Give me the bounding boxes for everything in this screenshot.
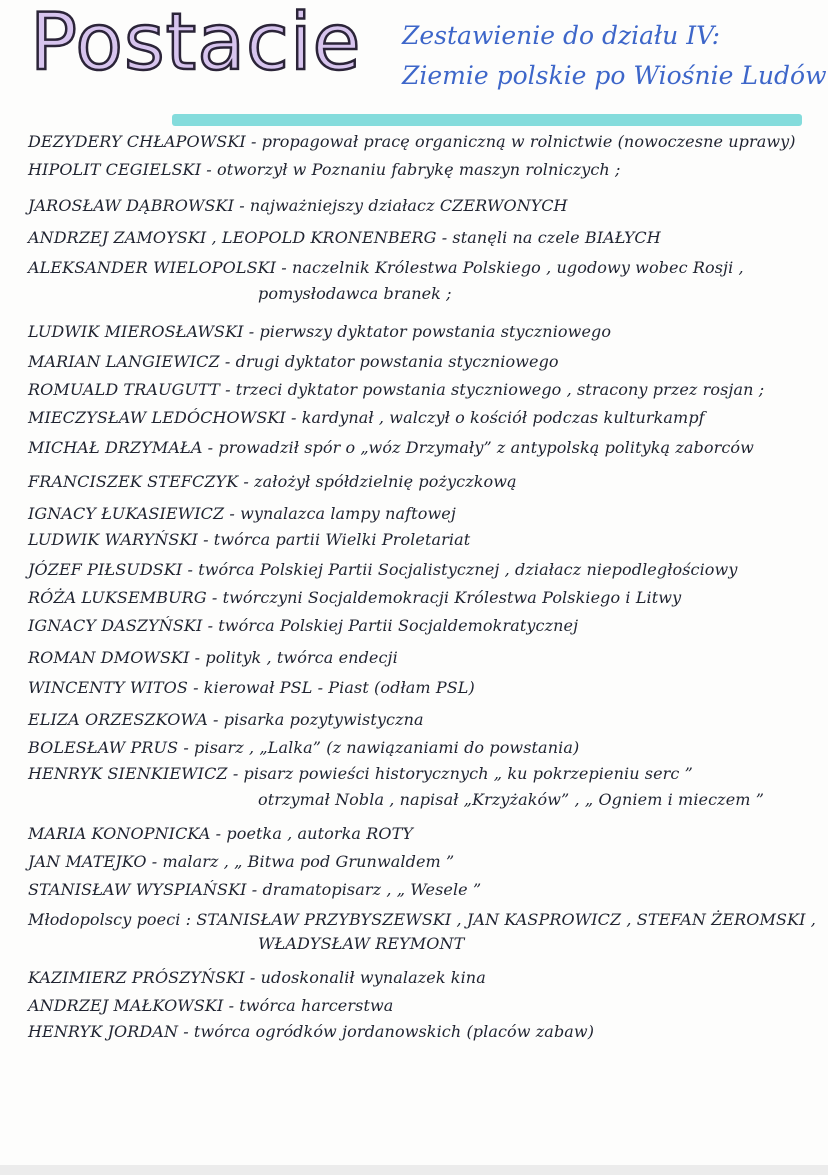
list-item-continuation: otrzymał Nobla , napisał „Krzyżaków” , „ Ogniem i mieczem ” — [258, 790, 765, 809]
list-item: DEZYDERY CHŁAPOWSKI - propagował pracę organiczną w rolnictwie (nowoczesne uprawy) — [28, 132, 796, 151]
list-item: MIECZYSŁAW LEDÓCHOWSKI - kardynał , walczył o kościół podczas kulturkampf — [28, 408, 705, 427]
list-item: RÓŻA LUKSEMBURG - twórczyni Socjaldemokracji Królestwa Polskiego i Litwy — [28, 588, 682, 607]
list-item: STANISŁAW WYSPIAŃSKI - dramatopisarz , „ Wesele ” — [28, 880, 482, 899]
list-item: LUDWIK WARYŃSKI - twórca partii Wielki Proletariat — [28, 530, 471, 549]
list-item: FRANCISZEK STEFCZYK - założył spółdzielnię pożyczkową — [28, 472, 517, 491]
subtitle-line-1: Zestawienie do działu IV: — [402, 21, 721, 50]
subtitle — [402, 16, 827, 96]
list-item: IGNACY DASZYŃSKI - twórca Polskiej Partii Socjaldemokratycznej — [28, 616, 579, 635]
page-bottom-edge — [0, 1165, 828, 1175]
list-item-continuation: WŁADYSŁAW REYMONT — [258, 934, 465, 953]
list-item: ANDRZEJ ZAMOYSKI , LEOPOLD KRONENBERG - stanęli na czele BIAŁYCH — [28, 228, 661, 247]
list-item: MARIA KONOPNICKA - poetka , autorka ROTY — [28, 824, 414, 843]
subtitle-line-2: Ziemie polskie po Wiośnie Ludów — [402, 61, 827, 90]
list-item: IGNACY ŁUKASIEWICZ - wynalazca lampy naftowej — [28, 504, 456, 523]
list-item: JAN MATEJKO - malarz , „ Bitwa pod Grunwaldem ” — [28, 852, 455, 871]
list-item-continuation: pomysłodawca branek ; — [258, 284, 452, 303]
list-item: ROMAN DMOWSKI - polityk , twórca endecji — [28, 648, 398, 667]
list-item: WINCENTY WITOS - kierował PSL - Piast (odłam PSL) — [28, 678, 475, 697]
list-item: BOLESŁAW PRUS - pisarz , „Lalka” (z nawiązaniami do powstania) — [28, 738, 580, 757]
list-item: HENRYK SIENKIEWICZ - pisarz powieści historycznych „ ku pokrzepieniu serc ” — [28, 764, 693, 783]
list-item: ELIZA ORZESZKOWA - pisarka pozytywistyczna — [28, 710, 424, 729]
highlight-bar — [172, 114, 802, 126]
list-item: ANDRZEJ MAŁKOWSKI - twórca harcerstwa — [28, 996, 394, 1015]
list-item: KAZIMIERZ PRÓSZYŃSKI - udoskonalił wynalazek kina — [28, 968, 486, 987]
list-item: HENRYK JORDAN - twórca ogródków jordanowskich (placów zabaw) — [28, 1022, 595, 1041]
list-item: LUDWIK MIEROSŁAWSKI - pierwszy dyktator powstania styczniowego — [28, 322, 612, 341]
list-item: ALEKSANDER WIELOPOLSKI - naczelnik Królestwa Polskiego , ugodowy wobec Rosji , — [28, 258, 744, 277]
list-item: ROMUALD TRAUGUTT - trzeci dyktator powstania styczniowego , stracony przez rosjan ; — [28, 380, 765, 399]
list-item: HIPOLIT CEGIELSKI - otworzył w Poznaniu fabrykę maszyn rolniczych ; — [28, 160, 621, 179]
list-item: MICHAŁ DRZYMAŁA - prowadził spór o „wóz Drzymały” z antypolską polityką zaborców — [28, 438, 754, 457]
list-item: JAROSŁAW DĄBROWSKI - najważniejszy działacz CZERWONYCH — [28, 196, 568, 215]
list-item: JÓZEF PIŁSUDSKI - twórca Polskiej Partii Socjalistycznej , działacz niepodległościowy — [28, 560, 738, 579]
list-item: Młodopolscy poeci : STANISŁAW PRZYBYSZEWSKI , JAN KASPROWICZ , STEFAN ŻEROMSKI , — [28, 910, 816, 929]
list-item: MARIAN LANGIEWICZ - drugi dyktator powstania styczniowego — [28, 352, 559, 371]
page-title: Postacie — [30, 0, 362, 88]
